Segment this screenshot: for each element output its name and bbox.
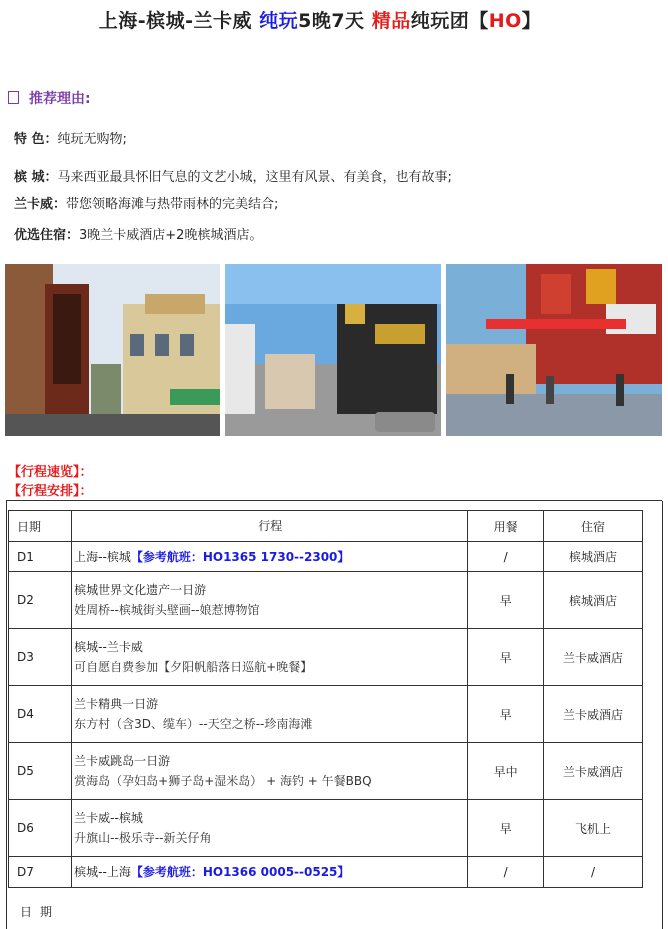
- bullet-icon: [8, 91, 19, 104]
- itinerary-table: [8, 510, 643, 888]
- header-meal: 用餐: [468, 511, 544, 542]
- langkawi-street-photo: [446, 264, 662, 436]
- reasons-heading: 推荐理由:: [8, 88, 91, 108]
- table-header: [9, 511, 643, 542]
- table-row: D1 上海--槟城【参考航班：HO1365 1730--2300】 / 槟城酒店: [9, 542, 643, 572]
- reason-langkawi: 兰卡威：带您领略海滩与热带雨林的完美结合;: [14, 197, 279, 212]
- table-row: D7 槟城--上海【参考航班：HO1366 0005--0525】 / /: [9, 857, 643, 888]
- header-itinerary: 行程: [72, 511, 468, 542]
- reason-hotel: 优选住宿：3晚兰卡威酒店+2晚槟城酒店。: [14, 228, 263, 243]
- table-row: D5 兰卡威跳岛一日游 赏海岛（孕妇岛+狮子岛+湿米岛） + 海钓 + 午餐BBQ 早中 兰卡威酒店: [9, 743, 643, 800]
- penang-town-photo: [225, 264, 441, 436]
- penang-street-photo: [5, 264, 220, 436]
- reason-penang: 槟 城：马来西亚最具怀旧气息的文艺小城，这里有风景、有美食，也有故事;: [14, 170, 452, 185]
- page-title: 上海-槟城-兰卡威 纯玩5晚7天 精品纯玩团【HO】: [98, 10, 542, 32]
- table-row: D2 槟城世界文化遗产一日游 姓周桥--槟城街头壁画--娘惹博物馆 早 槟城酒店: [9, 572, 643, 629]
- table-row: D3 槟城--兰卡威 可自愿自费参加【夕阳帆船落日巡航+晚餐】 早 兰卡威酒店: [9, 629, 643, 686]
- overview-heading: 【行程速览】：: [8, 465, 93, 480]
- photo-strip: [5, 264, 662, 436]
- header-hotel: 住宿: [543, 511, 642, 542]
- reason-feature: 特 色：纯玩无购物;: [14, 132, 127, 147]
- table-row: D6 兰卡威--槟城 升旗山--极乐寺--新关仔角 早 飞机上: [9, 800, 643, 857]
- footer-date-label: 日期: [20, 905, 61, 919]
- schedule-heading: 【行程安排】：: [8, 484, 93, 499]
- header-date: 日期: [9, 511, 72, 542]
- table-row: D4 兰卡精典一日游 东方村（含3D、缆车）--天空之桥--珍南海滩 早 兰卡威酒店: [9, 686, 643, 743]
